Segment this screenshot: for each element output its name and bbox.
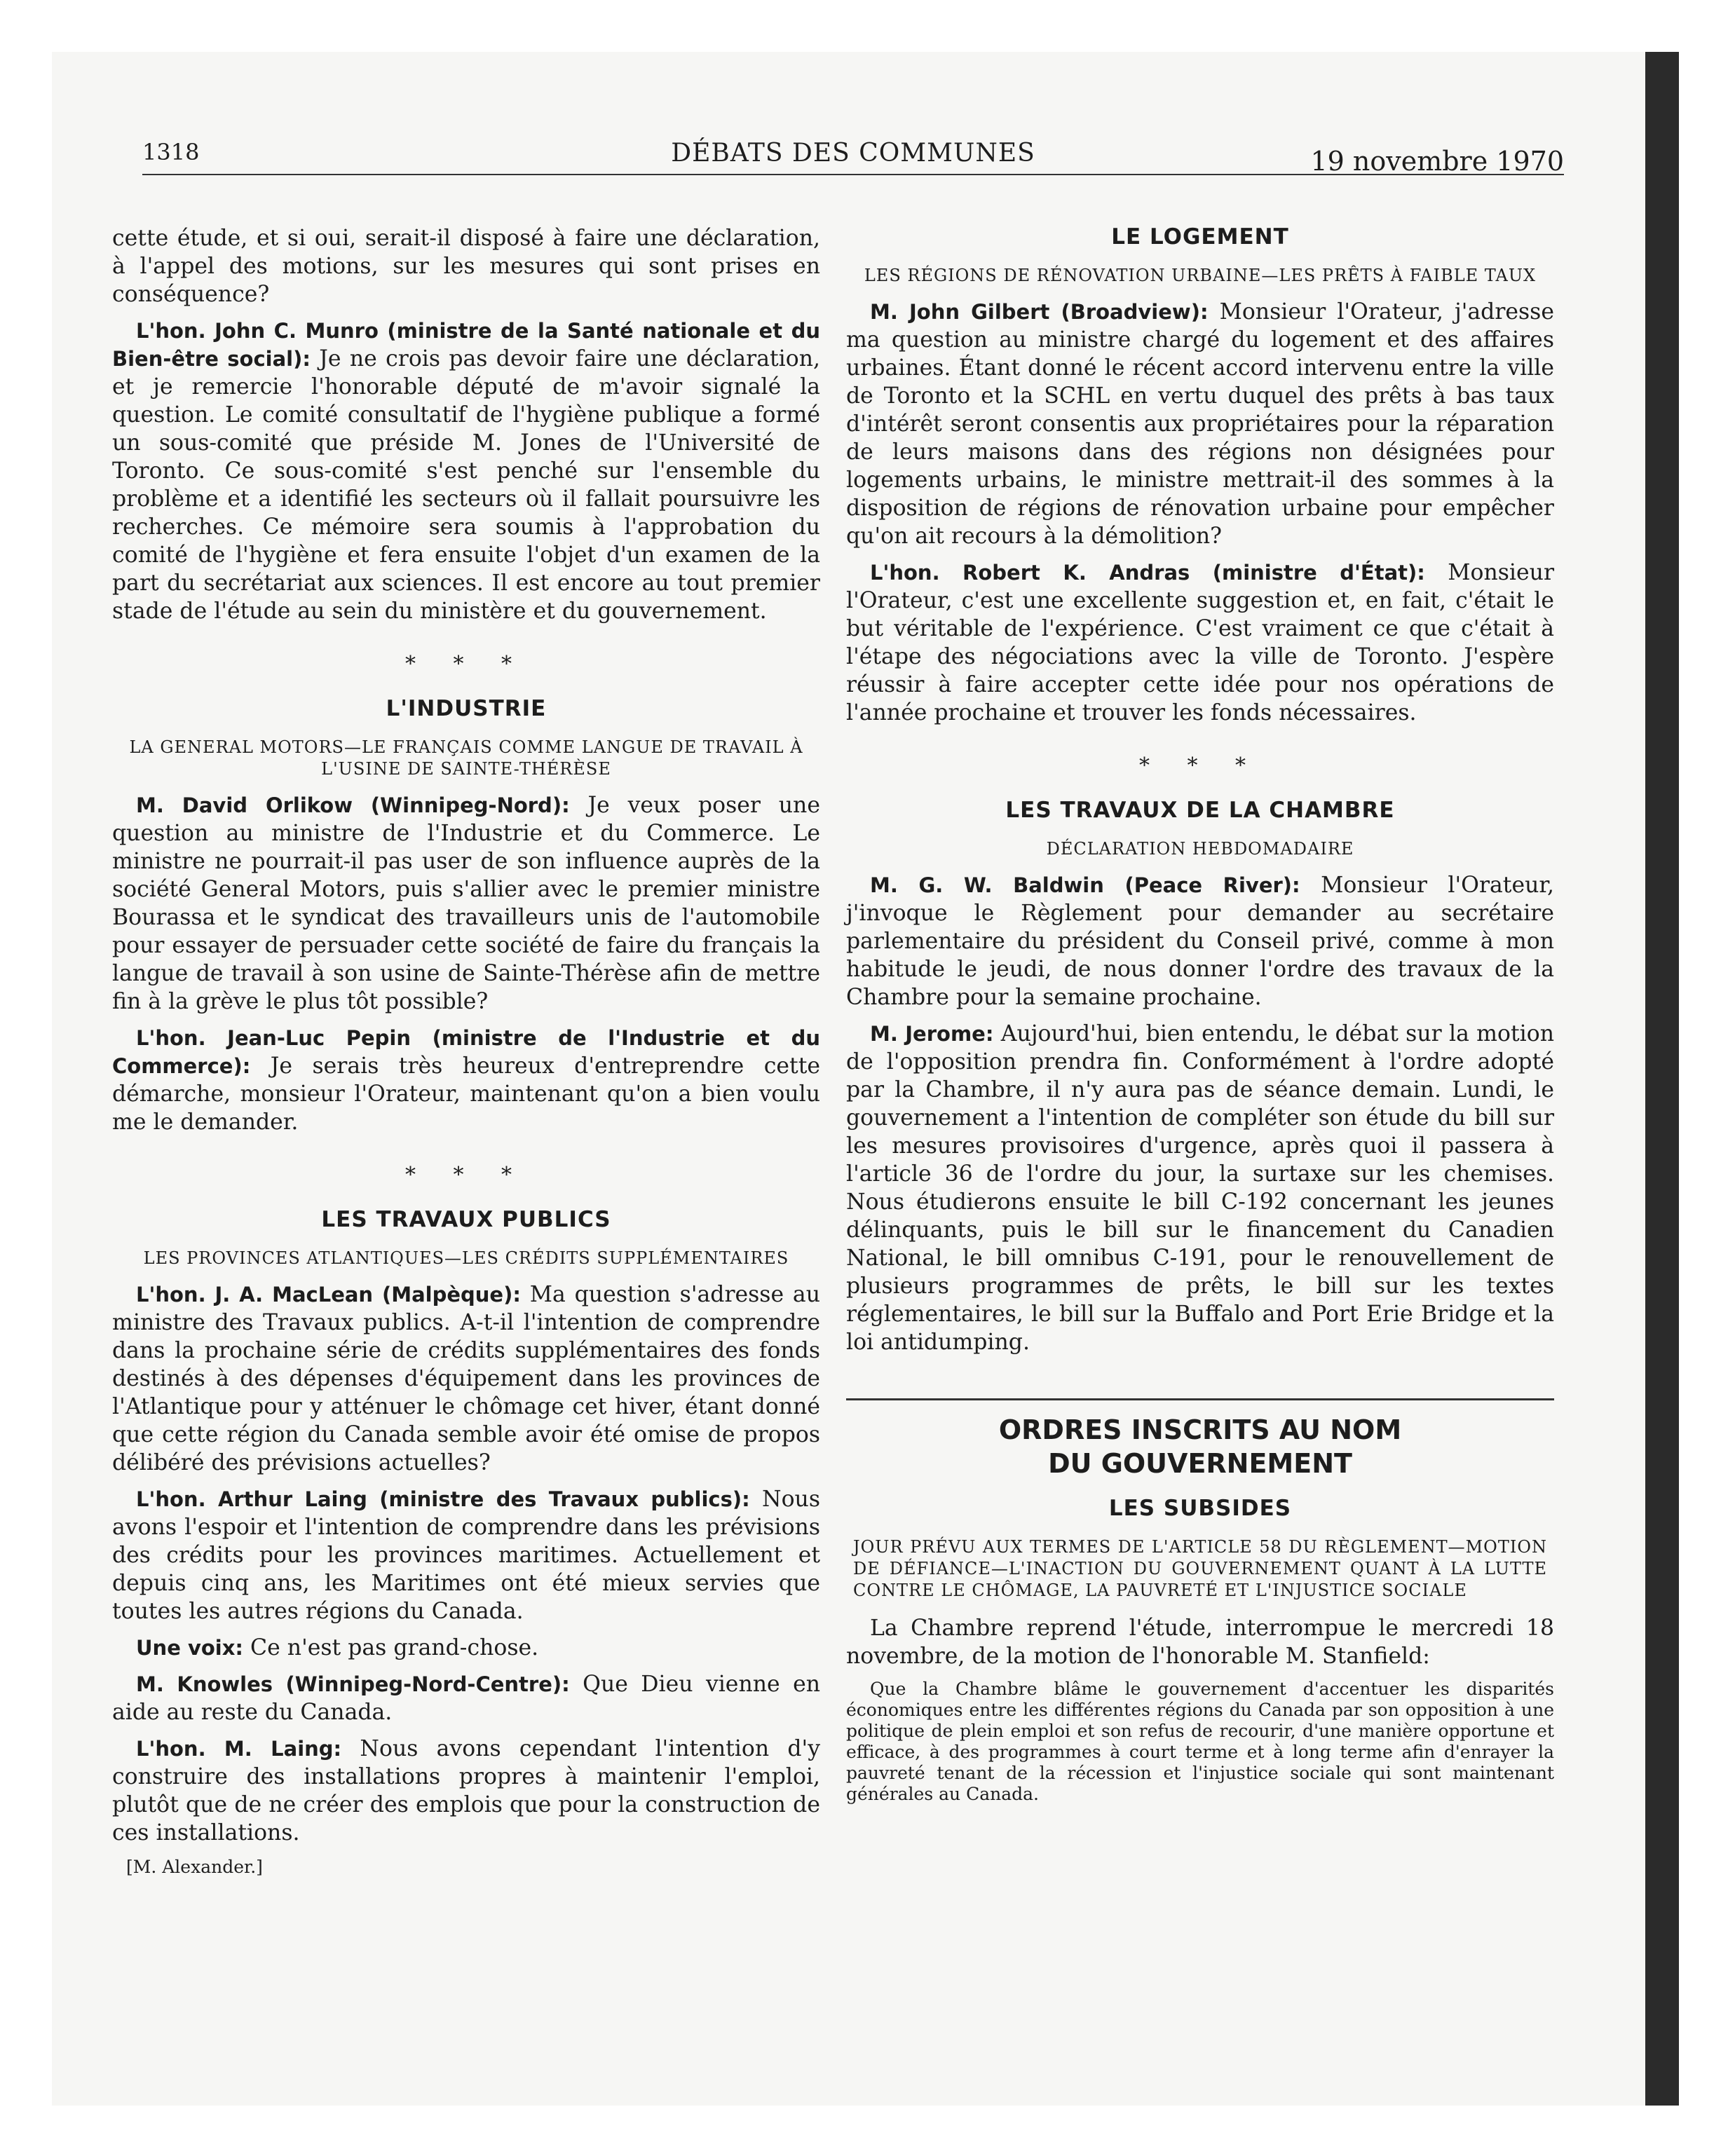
major-heading-line: DU GOUVERNEMENT xyxy=(1048,1448,1352,1479)
section-heading: LE LOGEMENT xyxy=(1111,224,1289,250)
speaker-name: L'hon. Arthur Laing (ministre des Travaux publics): xyxy=(136,1487,750,1511)
subsection-heading: JOUR PRÉVU AUX TERMES DE L'ARTICLE 58 DU RÈGLEMENT—MOTION DE DÉFIANCE—L'INACTION DU GOUVERNEMENT QUANT À LA LUTTE CONTRE LE CHÔMAGE, LA PAUVRETÉ ET L'INJUSTICE SOCIALE xyxy=(853,1537,1547,1600)
speaker-name: Une voix: xyxy=(136,1636,244,1660)
speaker-name: M. Knowles (Winnipeg-Nord-Centre): xyxy=(136,1672,570,1696)
paragraph xyxy=(846,298,1554,550)
paragraph-text: Monsieur l'Orateur, j'adresse ma question au ministre chargé du logement et des affaires urbaines. Étant donné le récent accord intervenu entre la ville de Toronto et la SCHL en vertu duquel des prêts à bas taux d'intérêt seront consentis aux propriétaires pour la réparation de leurs maisons dans des régions non désignées pour logements urbains, le ministre mettrait-il des sommes à la disposition de régions de rénovation urbaine pour empêcher qu'on ait recours à la démolition? xyxy=(846,299,1554,549)
speaker-name: M. John Gilbert (Broadview): xyxy=(870,300,1209,324)
major-heading-line: ORDRES INSCRITS AU NOM xyxy=(998,1414,1402,1445)
speaker-name: M. G. W. Baldwin (Peace River): xyxy=(870,873,1300,897)
page-number: 1318 xyxy=(142,139,200,165)
scan-edge-bar xyxy=(1645,52,1679,2106)
paragraph xyxy=(846,1020,1554,1356)
paragraph-text: Que Dieu vienne en aide au reste du Canada. xyxy=(112,1672,820,1725)
publication-title: DÉBATS DES COMMUNES xyxy=(671,139,1035,168)
paragraph-text: Je veux poser une question au ministre de l'Industrie et du Commerce. Le ministre ne pourrait-il pas user de son influence auprès de la société General Motors, puis s'allier avec le premier ministre Bourassa et le syndicat des travailleurs unis de l'automobile pour essayer de persuader cette société de faire du français la langue de travail à son usine de Sainte-Thérèse afin de mettre fin à la grève le plus tôt possible? xyxy=(112,793,820,1014)
speaker-name: L'hon. John C. Munro (ministre de la Santé nationale et du Bien-être social): xyxy=(112,319,820,371)
paragraph-text: Aujourd'hui, bien entendu, le débat sur la motion de l'opposition prendra fin. Conformément à l'ordre adopté par la Chambre, il n'y aura pas de séance demain. Lundi, le gouvernement a l'intention de compléter son étude du bill sur les mesures provisoires d'urgence, après quoi il passera à l'article 36 de l'ordre du jour, la surtaxe sur les chemises. Nous étudierons ensuite le bill C-192 concernant les jeunes délinquants, puis le bill sur le financement du Canadien National, le bill omnibus C-191, pour le renouvellement de plusieurs programmes de prêts, le bill sur les textes réglementaires, le bill sur la Buffalo and Port Erie Bridge et la loi antidumping. xyxy=(846,1021,1554,1355)
motion-quote: Que la Chambre blâme le gouvernement d'accentuer les disparités économiques entre les différentes régions du Canada par son opposition à une politique de plein emploi et son refus de recourir, d'une manière opportune et efficace, à des programmes à court terme et à long terme afin d'enrayer la pauvreté tenant de la récession et l'injustice sociale qui sont maintenant générales au Canada. xyxy=(846,1679,1554,1804)
speaker-continuation-note: [M. Alexander.] xyxy=(126,1857,263,1877)
subsection-heading: DÉCLARATION HEBDOMADAIRE xyxy=(1046,839,1354,859)
paragraph-text: Je ne crois pas devoir faire une déclaration, et je remercie l'honorable député de m'avoir signalé la question. Le comité consultatif de l'hygiène publique a formé un sous-comité que préside M. Jones de l'Université de Toronto. Ce sous-comité s'est penché sur l'ensemble du problème et a identifié les secteurs où il fallait poursuivre les recherches. Ce mémoire sera soumis à l'approbation du comité de l'hygiène et fera ensuite l'objet d'un examen de la part du secrétariat aux sciences. Il est encore au tout premier stade de l'étude au sein du ministère et du gouvernement. xyxy=(112,346,820,624)
speaker-name: M. Jerome: xyxy=(870,1022,994,1046)
section-heading: L'INDUSTRIE xyxy=(386,696,547,721)
paragraph xyxy=(112,1634,820,1662)
speaker-name: L'hon. Jean-Luc Pepin (ministre de l'Industrie et du Commerce): xyxy=(112,1026,820,1078)
section-separator: * * * xyxy=(404,1163,528,1187)
paragraph xyxy=(112,1485,820,1625)
speaker-name: L'hon. J. A. MacLean (Malpèque): xyxy=(136,1283,521,1306)
paragraph xyxy=(112,224,820,308)
speaker-name: M. David Orlikow (Winnipeg-Nord): xyxy=(136,793,570,817)
paragraph xyxy=(112,1735,820,1847)
paragraph xyxy=(846,559,1554,727)
subsection-heading: LES PROVINCES ATLANTIQUES—LES CRÉDITS SUPPLÉMENTAIRES xyxy=(143,1248,789,1268)
paragraph-text: Nous avons cependant l'intention d'y construire des installations propres à maintenir l'emploi, plutôt que de ne créer des emplois que pour la construction de ces installations. xyxy=(112,1736,820,1845)
issue-date: 19 novembre 1970 xyxy=(1310,146,1564,177)
section-separator: * * * xyxy=(404,652,528,676)
section-heading: LES SUBSIDES xyxy=(1108,1496,1292,1521)
divider-rule xyxy=(846,1398,1554,1400)
paragraph xyxy=(112,791,820,1016)
paragraph-text: Monsieur l'Orateur, j'invoque le Règlement pour demander au secrétaire parlementaire du président du Conseil privé, comme à mon habitude le jeudi, de nous donner l'ordre des travaux de la Chambre pour la semaine prochaine. xyxy=(846,873,1554,1010)
paragraph-text: La Chambre reprend l'étude, interrompue le mercredi 18 novembre, de la motion de l'honorable M. Stanfield: xyxy=(846,1616,1554,1669)
paragraph xyxy=(112,1024,820,1136)
section-separator: * * * xyxy=(1138,753,1262,778)
paragraph-text: cette étude, et si oui, serait-il disposé à faire une déclaration, à l'appel des motions, sur les mesures qui sont prises en conséquence? xyxy=(112,226,820,307)
paragraph xyxy=(846,871,1554,1011)
running-header xyxy=(142,139,1564,175)
major-heading xyxy=(846,1413,1554,1480)
paragraph-text: Monsieur l'Orateur, c'est une excellente suggestion et, en fait, c'était le but véritable de l'expérience. C'est vraiment ce que c'était à l'étape des négociations avec la ville de Toronto. J'espère réussir à faire accepter cette idée pour nos opérations de l'année prochaine et trouver les fonds nécessaires. xyxy=(846,560,1554,725)
subsection-heading: LES RÉGIONS DE RÉNOVATION URBAINE—LES PRÊTS À FAIBLE TAUX xyxy=(864,266,1537,285)
speaker-name: L'hon. M. Laing: xyxy=(136,1737,342,1761)
section-heading: LES TRAVAUX PUBLICS xyxy=(321,1207,611,1232)
speaker-name: L'hon. Robert K. Andras (ministre d'État): xyxy=(870,561,1425,585)
paragraph xyxy=(112,1670,820,1726)
paragraph xyxy=(846,1614,1554,1670)
paragraph-text: Nous avons l'espoir et l'intention de comprendre dans les prévisions des crédits pour les provinces maritimes. Actuellement et depuis cinq ans, les Maritimes ont été mieux servies que toutes les autres régions du Canada. xyxy=(112,1487,820,1624)
paragraph xyxy=(112,1281,820,1477)
left-column xyxy=(112,224,820,1877)
paragraph-text: Je serais très heureux d'entreprendre cette démarche, monsieur l'Orateur, maintenant qu'on a bien voulu me le demander. xyxy=(112,1053,820,1135)
right-column xyxy=(846,224,1554,1812)
paragraph-text: Ma question s'adresse au ministre des Travaux publics. A-t-il l'intention de comprendre dans la prochaine série de crédits supplémentaires des fonds destinés à des dépenses d'équipement dans les provinces de l'Atlantique pour y atténuer le chômage cet hiver, étant donné que cette région du Canada semble avoir été omise de propos délibéré des prévisions actuelles? xyxy=(112,1282,821,1475)
paragraph xyxy=(112,317,820,625)
subsection-heading: LA GENERAL MOTORS—LE FRANÇAIS COMME LANGUE DE TRAVAIL À L'USINE DE SAINTE-THÉRÈSE xyxy=(129,737,803,779)
section-heading: LES TRAVAUX DE LA CHAMBRE xyxy=(1005,798,1395,823)
paragraph-text: Ce n'est pas grand-chose. xyxy=(243,1635,539,1660)
